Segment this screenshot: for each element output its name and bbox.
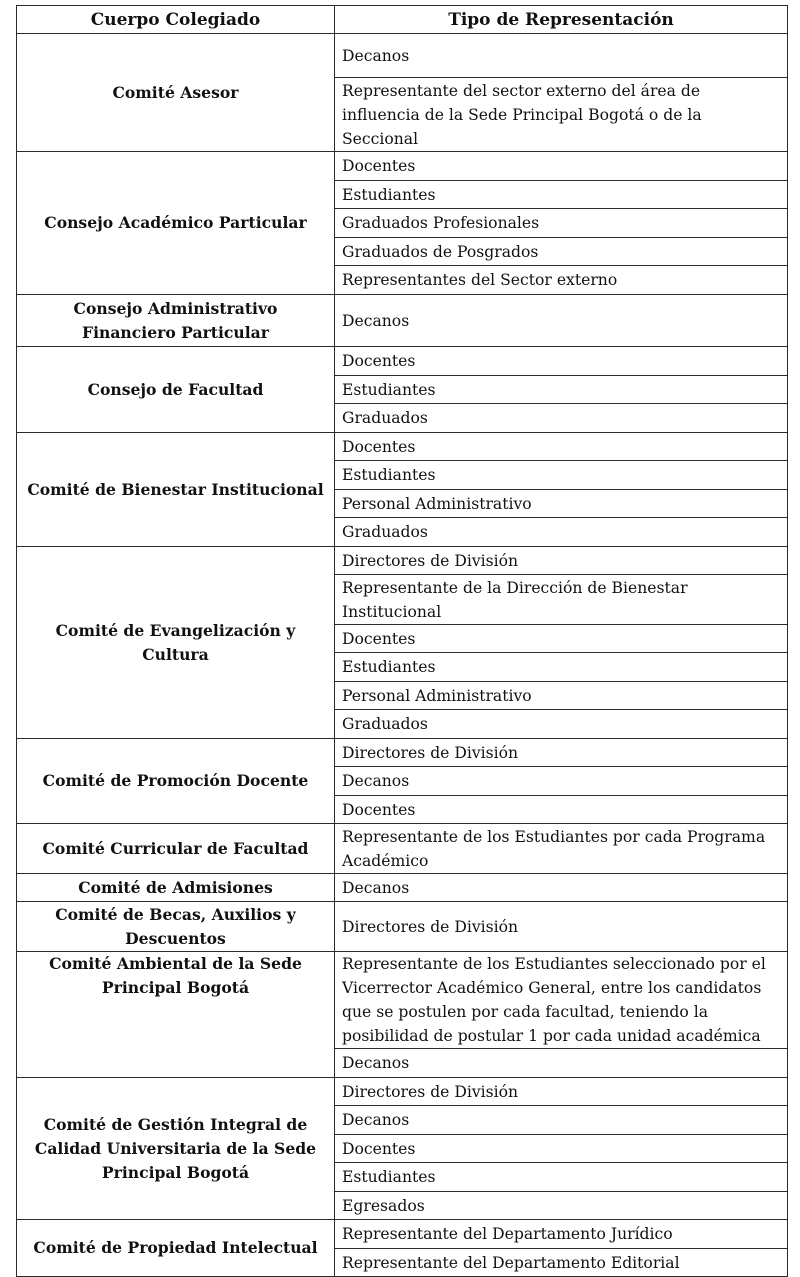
cuerpo-colegiado-cell: Consejo Académico Particular: [17, 152, 335, 295]
cuerpo-colegiado-cell: Comité Curricular de Facultad: [17, 824, 335, 874]
table-row: [17, 295, 788, 347]
cuerpo-colegiado-cell: Comité de Gestión Integral de Calidad Universitaria de la Sede Principal Bogotá: [17, 1078, 335, 1220]
representacion-cell: Estudiantes: [335, 1163, 788, 1192]
cuerpo-colegiado-cell: Comité de Propiedad Intelectual: [17, 1220, 335, 1277]
cuerpo-colegiado-cell: Consejo Administrativo Financiero Particular: [17, 295, 335, 347]
cuerpo-colegiado-cell: Comité Asesor: [17, 34, 335, 152]
cuerpo-colegiado-cell: Comité de Evangelización y Cultura: [17, 547, 335, 739]
representacion-cell: Graduados de Posgrados: [335, 238, 788, 266]
table-row: [17, 34, 788, 78]
representacion-cell: Estudiantes: [335, 461, 788, 490]
document-page: [16, 5, 788, 1277]
representacion-cell: Representante de los Estudiantes seleccionado por el Vicerrector Académico General, entre los candidatos que se postulen por cada facultad, teniendo la posibilidad de postular 1 por cada unidad académica: [335, 952, 788, 1049]
representacion-cell: Decanos: [335, 767, 788, 796]
representacion-cell: Graduados: [335, 518, 788, 547]
representacion-cell: Directores de División: [335, 547, 788, 575]
representacion-cell: Estudiantes: [335, 653, 788, 682]
representacion-cell: Decanos: [335, 1106, 788, 1135]
representacion-cell: Egresados: [335, 1192, 788, 1220]
representacion-cell: Decanos: [335, 295, 788, 347]
cuerpo-colegiado-cell: Comité de Becas, Auxilios y Descuentos: [17, 902, 335, 952]
representacion-cell: Docentes: [335, 625, 788, 653]
representacion-cell: Personal Administrativo: [335, 682, 788, 710]
representacion-cell: Docentes: [335, 347, 788, 376]
representacion-cell: Personal Administrativo: [335, 490, 788, 518]
table-row: [17, 739, 788, 767]
cuerpo-colegiado-cell: Comité de Promoción Docente: [17, 739, 335, 824]
representacion-cell: Representante de la Dirección de Bienestar Institucional: [335, 575, 788, 625]
cuerpo-colegiado-cell: Consejo de Facultad: [17, 347, 335, 433]
representacion-cell: Decanos: [335, 1049, 788, 1078]
representacion-cell: Docentes: [335, 796, 788, 824]
representacion-cell: Docentes: [335, 152, 788, 181]
table-row: [17, 433, 788, 461]
table-row: [17, 1078, 788, 1106]
representacion-cell: Representante del sector externo del área de influencia de la Sede Principal Bogotá o de la Seccional: [335, 78, 788, 152]
representacion-cell: Graduados Profesionales: [335, 209, 788, 238]
header-row: [17, 6, 788, 34]
representacion-cell: Graduados: [335, 404, 788, 433]
table-row: [17, 1220, 788, 1249]
representacion-cell: Representantes del Sector externo: [335, 266, 788, 295]
table-row: [17, 152, 788, 181]
table-row: [17, 874, 788, 902]
representacion-cell: Directores de División: [335, 902, 788, 952]
cuerpo-colegiado-cell: Comité Ambiental de la Sede Principal Bogotá: [17, 952, 335, 1078]
representacion-cell: Estudiantes: [335, 376, 788, 404]
representacion-cell: Docentes: [335, 1135, 788, 1163]
table-row: [17, 902, 788, 952]
cuerpo-colegiado-cell: Comité de Admisiones: [17, 874, 335, 902]
representacion-cell: Directores de División: [335, 1078, 788, 1106]
representacion-cell: Graduados: [335, 710, 788, 739]
table-row: [17, 824, 788, 874]
table-row: [17, 952, 788, 1049]
representation-table: [16, 5, 788, 1277]
representacion-cell: Decanos: [335, 34, 788, 78]
representacion-cell: Representante del Departamento Jurídico: [335, 1220, 788, 1249]
header-cuerpo-colegiado: Cuerpo Colegiado: [17, 6, 335, 34]
table-row: [17, 547, 788, 575]
representacion-cell: Representante del Departamento Editorial: [335, 1249, 788, 1277]
cuerpo-colegiado-cell: Comité de Bienestar Institucional: [17, 433, 335, 547]
table-row: [17, 347, 788, 376]
representacion-cell: Estudiantes: [335, 181, 788, 209]
representacion-cell: Decanos: [335, 874, 788, 902]
representacion-cell: Docentes: [335, 433, 788, 461]
representacion-cell: Representante de los Estudiantes por cada Programa Académico: [335, 824, 788, 874]
table-body: [17, 34, 788, 1277]
header-tipo-representacion: Tipo de Representación: [335, 6, 788, 34]
representacion-cell: Directores de División: [335, 739, 788, 767]
